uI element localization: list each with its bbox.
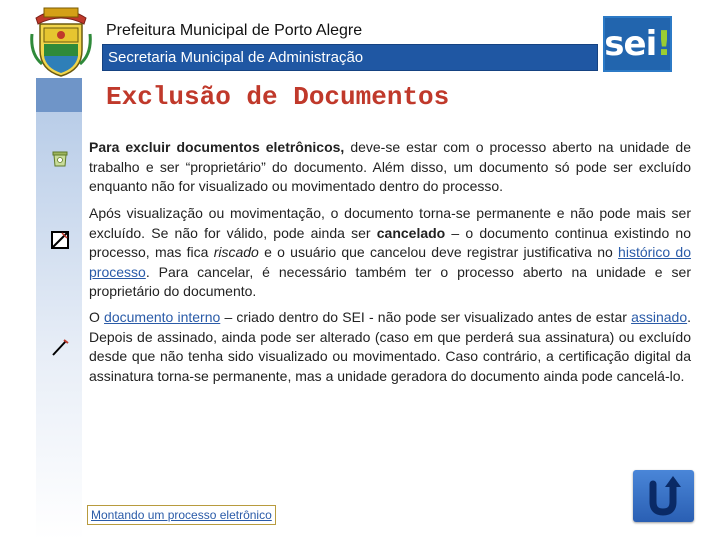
paragraph-delete: [89, 138, 691, 197]
documento-interno-link[interactable]: documento interno: [104, 309, 221, 325]
return-button[interactable]: [633, 470, 694, 522]
paragraph-internal-document: [89, 308, 691, 386]
paragraph-delete-text: deve-se estar com o processo aberto na unidade de trabalho e ser “proprietário” do documento. Além disso, um documento só pode ser excluído enquanto não for visualizado ou movimentado dentro do processo.: [89, 139, 691, 194]
paragraph-cancel-text-1: Após visualização ou movimentação, o documento torna-se permanente e não pode mais ser excluído. Se não for válido, pode ainda ser: [89, 205, 691, 241]
sei-logo: sei !: [603, 16, 672, 72]
cancelado-term: cancelado: [376, 224, 446, 241]
paragraph-internal-text-2: – criado dentro do SEI - não pode ser visualizado antes de estar: [220, 309, 632, 325]
paragraph-internal-text-3: . Depois de assinado, ainda pode ser alterado (caso em que perderá sua assinatura) ou excluído desde que não tenha sido visualizado ou movimentado. Caso contrário, a certificação digital da assinatura torna-se permanente, mas a unidade geradora do documento ainda pode cancelá-lo.: [89, 309, 691, 384]
coat-of-arms-logo: [30, 4, 92, 78]
paragraph-delete-lead: Para excluir documentos eletrônicos,: [89, 139, 345, 155]
cancel-document-icon: [50, 230, 70, 250]
trash-icon: [50, 148, 70, 168]
assinado-link[interactable]: assinado: [631, 309, 688, 325]
paragraph-internal-text-1: O: [89, 309, 105, 325]
paragraph-cancel-text-4: . Para cancelar, é necessário também ter o processo aberto na unidade e ser proprietário do documento.: [89, 263, 691, 299]
page-title: Exclusão de Documentos: [106, 82, 450, 112]
historico-processo-link[interactable]: histórico do processo: [89, 244, 692, 280]
riscado-term: riscado: [213, 244, 259, 260]
paragraph-cancel-text-3: e o usuário que cancelou deve registrar justificativa no: [258, 244, 619, 260]
paragraph-cancel-text-2: – o documento continua existindo no processo, mas fica: [89, 224, 692, 260]
paragraph-cancel: [89, 204, 691, 302]
department-name: Secretaria Municipal de Administração: [108, 49, 364, 66]
return-icon: [633, 470, 694, 522]
pen-icon: [50, 337, 70, 357]
montando-processo-link[interactable]: Montando um processo eletrônico: [87, 505, 276, 525]
org-name: Prefeitura Municipal de Porto Alegre: [106, 22, 363, 39]
